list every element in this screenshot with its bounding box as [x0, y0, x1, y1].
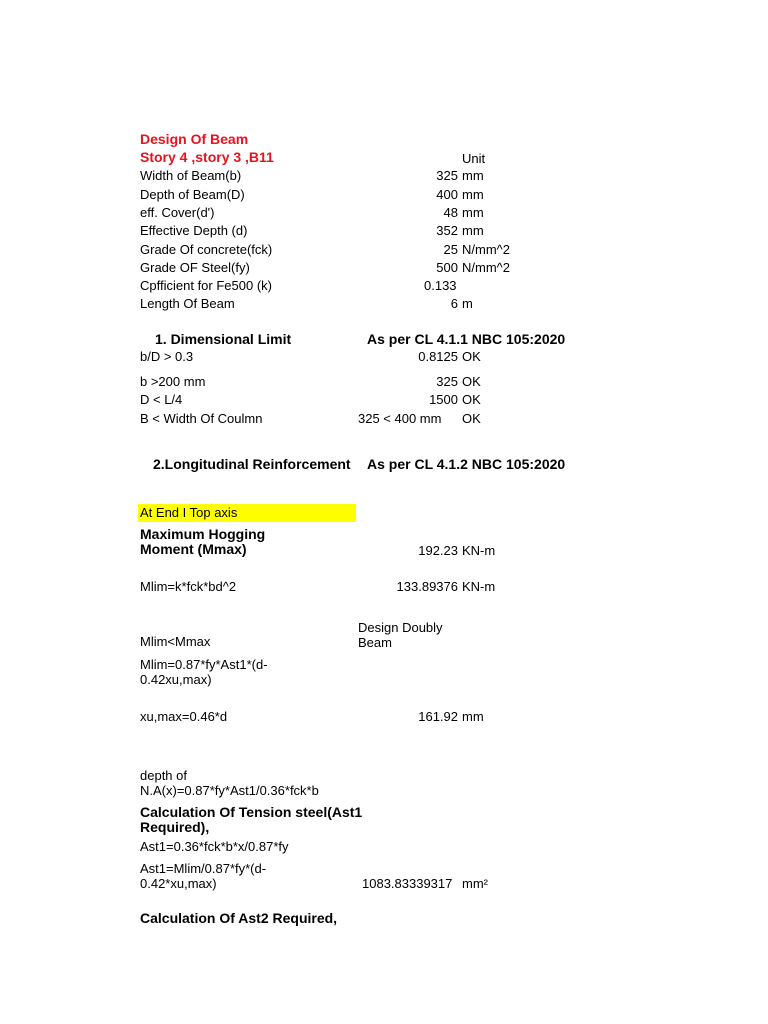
page-title: Design Of Beam	[140, 131, 249, 147]
param-unit: mm	[462, 187, 484, 202]
highlight-label: At End I Top axis	[140, 505, 238, 520]
ast2-heading: Calculation Of Ast2 Required,	[140, 910, 338, 926]
param-value: 25	[443, 242, 458, 257]
section-heading-longitudinal: 2.Longitudinal Reinforcement	[153, 456, 351, 472]
mmax-label: Maximum Hogging Moment (Mmax)	[140, 526, 266, 557]
check-label: B < Width Of Coulmn	[140, 411, 263, 426]
check-label: b/D > 0.3	[140, 349, 194, 364]
mlim-unit: KN-m	[462, 579, 496, 594]
xu-value: 161.92	[418, 709, 458, 724]
mlim-equation: Mlim=0.87*fy*Ast1*(d-0.42xu,max)	[140, 657, 268, 687]
param-label: Effective Depth (d)	[140, 223, 248, 238]
param-value: 6	[450, 296, 458, 311]
mmax-value: 192.23	[418, 543, 458, 558]
ast1-unit: mm²	[462, 876, 488, 891]
check-status: OK	[462, 374, 481, 389]
ast1-mlim-label: Ast1=Mlim/0.87*fy*(d-0.42*xu,max)	[140, 861, 267, 891]
compare-result: Design Doubly Beam	[358, 620, 443, 650]
section-reference: As per CL 4.1.1 NBC 105:2020	[367, 331, 566, 347]
section-reference: As per CL 4.1.2 NBC 105:2020	[367, 456, 566, 472]
param-value: 500	[436, 260, 458, 275]
check-label: D < L/4	[140, 392, 183, 407]
ast1-equation: Ast1=0.36*fck*b*x/0.87*fy	[140, 839, 289, 854]
ast1-value: 1083.83339317	[362, 876, 453, 891]
param-unit: m	[462, 296, 473, 311]
param-label: Depth of Beam(D)	[140, 187, 245, 202]
check-value: 325 < 400 mm	[358, 411, 442, 426]
check-status: OK	[462, 349, 481, 364]
page-subtitle: Story 4 ,story 3 ,B11	[140, 149, 274, 165]
param-value: 0.133	[424, 278, 457, 293]
xu-unit: mm	[462, 709, 484, 724]
xu-label: xu,max=0.46*d	[140, 709, 228, 724]
param-label: Length Of Beam	[140, 296, 235, 311]
check-label: b >200 mm	[140, 374, 206, 389]
mmax-unit: KN-m	[462, 543, 496, 558]
mlim-label: Mlim=k*fck*bd^2	[140, 579, 237, 594]
param-label: eff. Cover(d')	[140, 205, 215, 220]
param-unit: mm	[462, 168, 484, 183]
param-value: 325	[436, 168, 458, 183]
check-status: OK	[462, 392, 481, 407]
mlim-value: 133.89376	[396, 579, 458, 594]
check-value: 325	[436, 374, 458, 389]
param-value: 400	[436, 187, 458, 202]
section-heading-dimensional: 1. Dimensional Limit	[155, 331, 292, 347]
param-unit: mm	[462, 205, 484, 220]
tension-steel-heading: Calculation Of Tension steel(Ast1 Required),	[140, 804, 363, 835]
param-value: 48	[443, 205, 458, 220]
param-label: Width of Beam(b)	[140, 168, 242, 183]
check-value: 1500	[429, 392, 458, 407]
param-label: Grade OF Steel(fy)	[140, 260, 250, 275]
param-unit: N/mm^2	[462, 260, 510, 275]
param-label: Cpfficient for Fe500 (k)	[140, 278, 272, 293]
param-unit: mm	[462, 223, 484, 238]
check-status: OK	[462, 411, 481, 426]
param-label: Grade Of concrete(fck)	[140, 242, 273, 257]
na-depth-label: depth of N.A(x)=0.87*fy*Ast1/0.36*fck*b	[140, 768, 319, 798]
unit-header: Unit	[462, 151, 486, 166]
param-value: 352	[436, 223, 458, 238]
param-unit: N/mm^2	[462, 242, 510, 257]
compare-label: Mlim<Mmax	[140, 634, 211, 649]
check-value: 0.8125	[418, 349, 458, 364]
